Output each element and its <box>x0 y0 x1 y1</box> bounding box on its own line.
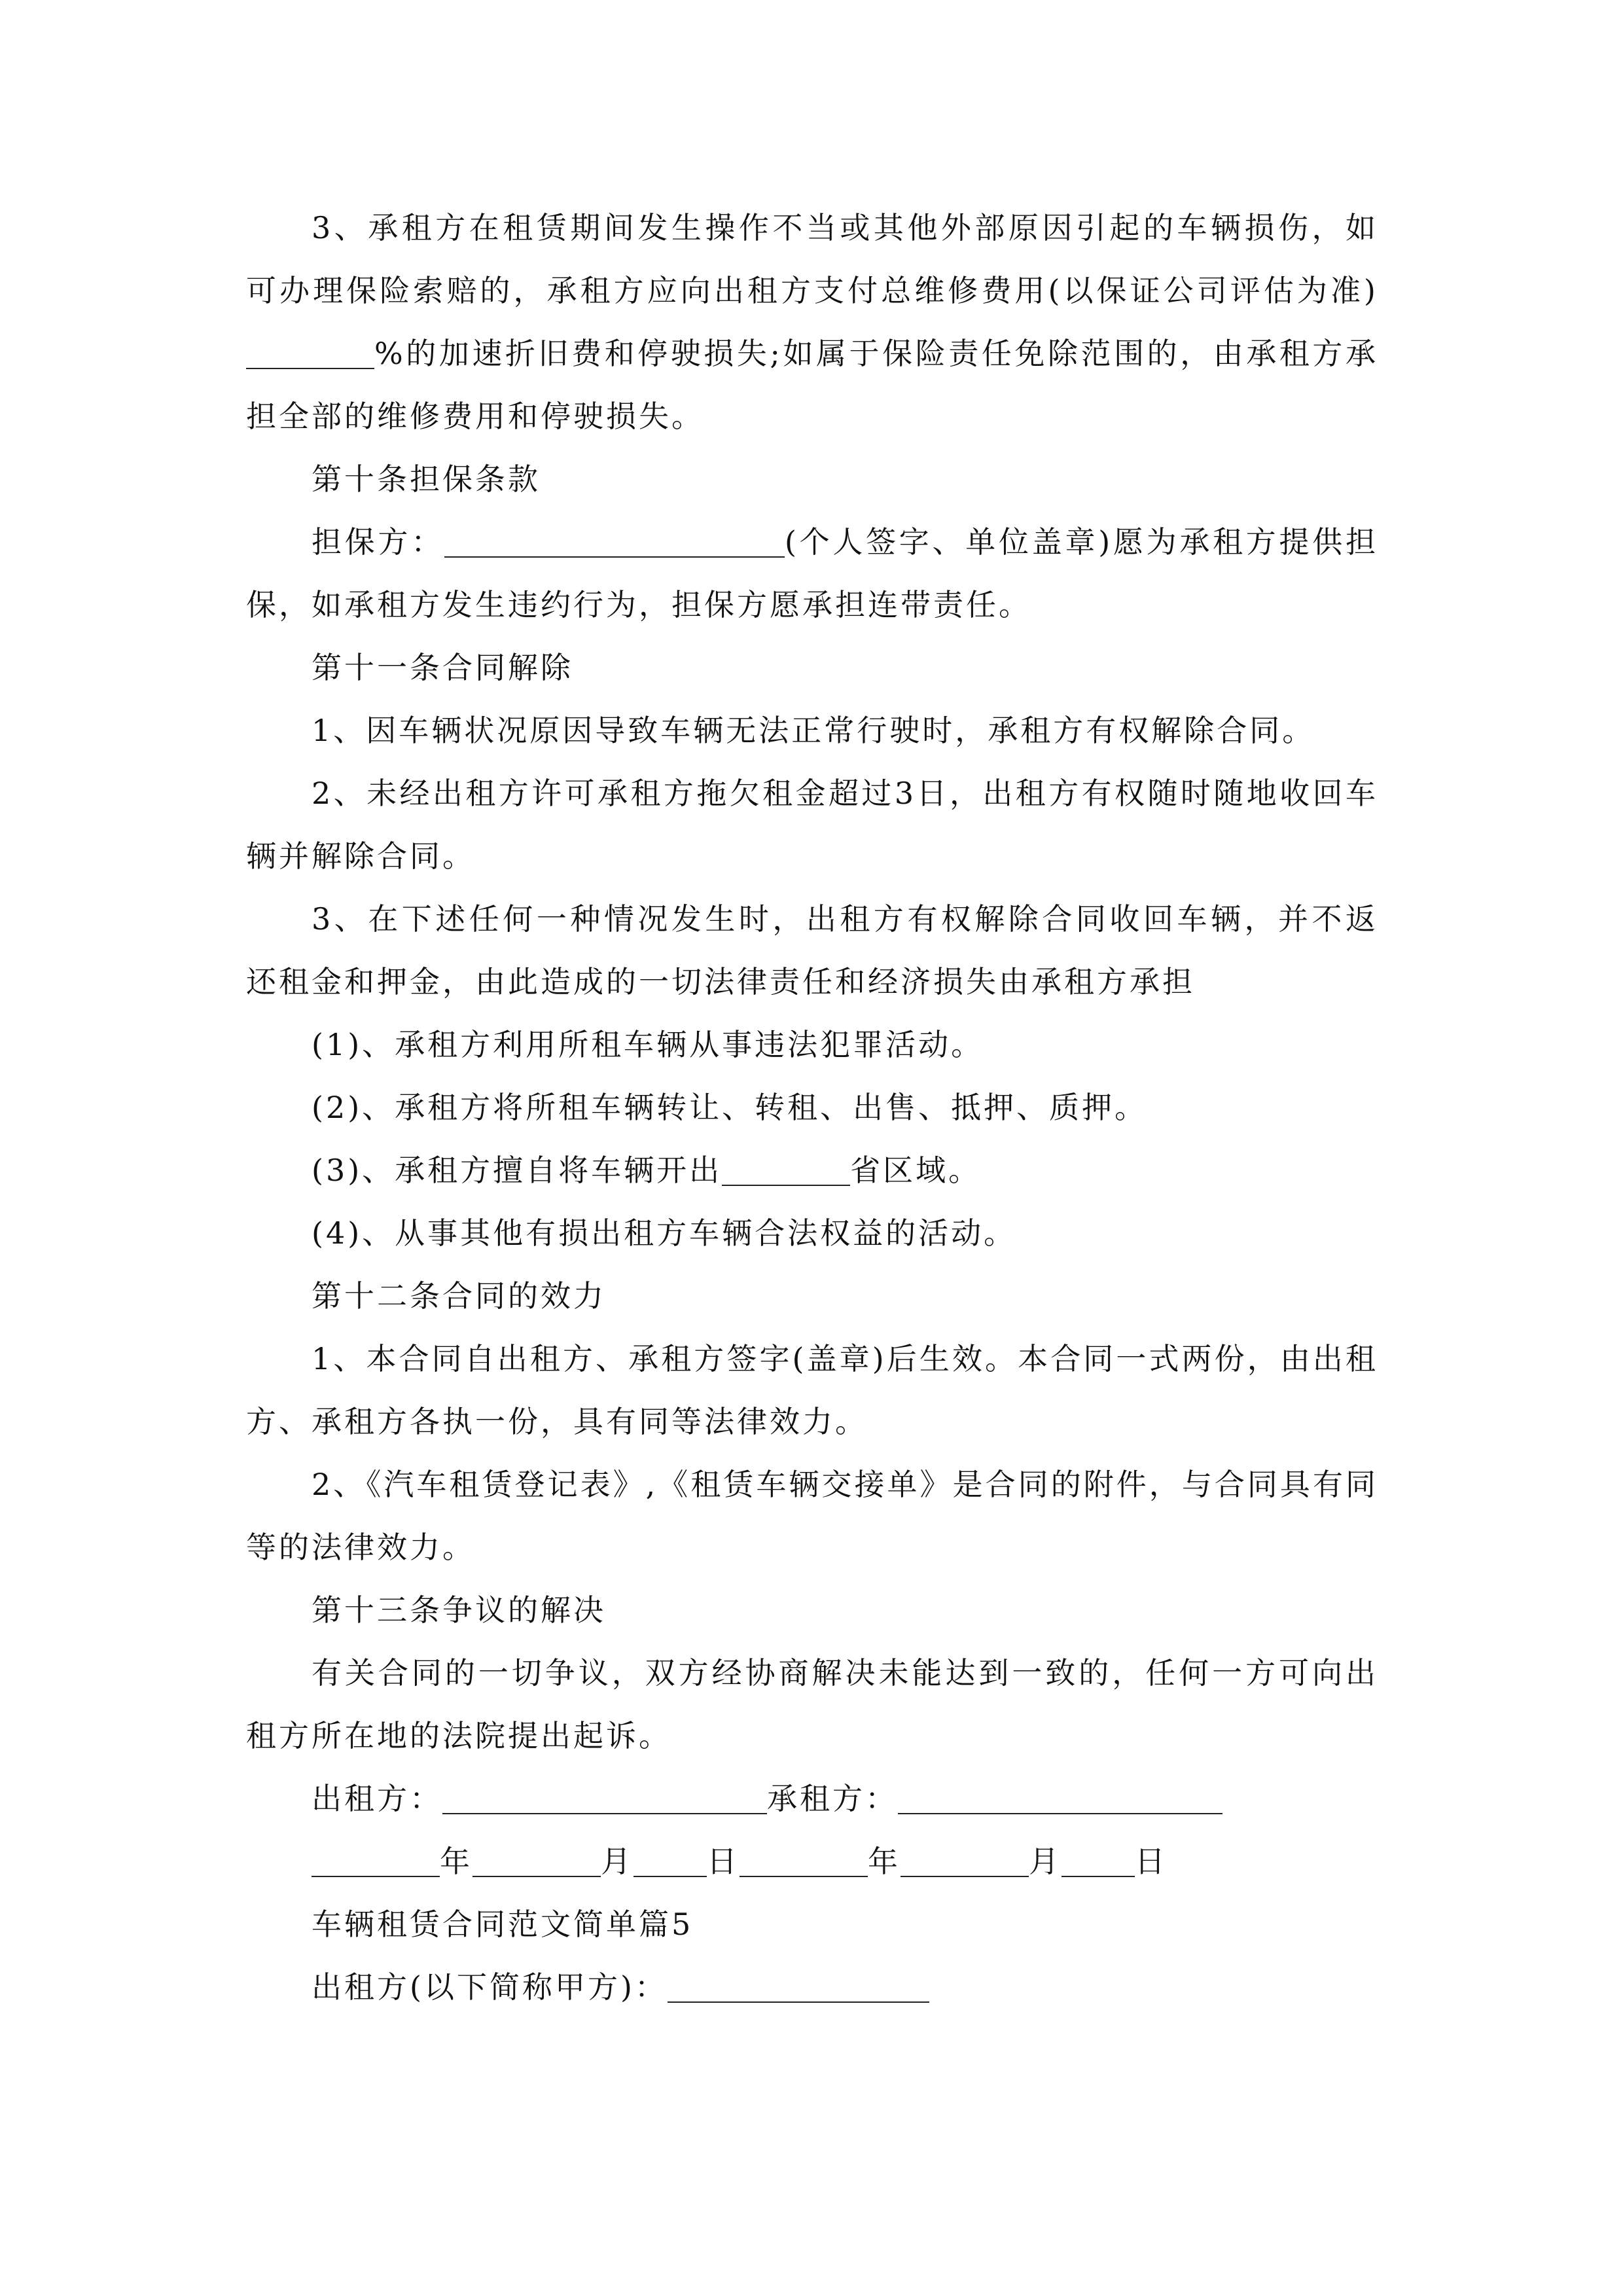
clause-13: 有关合同的一切争议，双方经协商解决未能达到一致的，任何一方可向出租方所在地的法院提出起诉。 <box>246 1655 1378 1753</box>
province-blank <box>722 1151 850 1186</box>
lessor-signature-blank <box>442 1779 767 1814</box>
clause-11-1: 1、因车辆状况原因导致车辆无法正常行驶时，承租方有权解除合同。 <box>312 713 1315 748</box>
clause-11-2: 2、未经出租方许可承租方拖欠租金超过3日，出租方有权随时随地收回车辆并解除合同。 <box>246 776 1378 874</box>
lessee-signature-blank <box>898 1779 1222 1814</box>
date-line: 年 月 日 年 月 日 <box>246 1830 1378 1893</box>
month-blank <box>901 1842 1029 1877</box>
document-body <box>246 196 1378 2018</box>
clause-paragraph-damage: 3、承租方在租赁期间发生操作不当或其他外部原因引起的车辆损伤，如可办理保险索赔的，承租方应向出租方支付总维修费用(以保证公司评估为准)%的加速折旧费和停驶损失;如属于保险责任免除范围的，由承租方承担全部的维修费用和停驶损失。 <box>246 210 1378 434</box>
section-heading-13: 第十三条争议的解决 <box>312 1592 606 1628</box>
section-heading-10: 第十条担保条款 <box>312 461 541 497</box>
clause-12-1: 1、本合同自出租方、承租方签字(盖章)后生效。本合同一式两份，由出租方、承租方各执一份，具有同等法律效力。 <box>246 1341 1378 1439</box>
guarantor-blank <box>444 522 785 558</box>
signature-line: 出租方： 承租方： <box>246 1767 1378 1830</box>
list-item-1: (1)、承租方利用所租车辆从事违法犯罪活动。 <box>312 1027 984 1062</box>
clause-12-2: 2、《汽车租赁登记表》,《租赁车辆交接单》是合同的附件，与合同具有同等的法律效力。 <box>246 1467 1378 1565</box>
lessor-line: 出租方(以下简称甲方)： <box>246 1956 1378 2018</box>
list-item-4: (4)、从事其他有损出租方车辆合法权益的活动。 <box>312 1215 1017 1251</box>
day-blank <box>633 1842 707 1877</box>
next-section-title: 车辆租赁合同范文简单篇5 <box>312 1907 694 1942</box>
day-blank <box>1061 1842 1135 1877</box>
section-heading-12: 第十二条合同的效力 <box>312 1278 606 1314</box>
year-blank <box>740 1842 868 1877</box>
guarantee-paragraph: 担保方： (个人签字、单位盖章)愿为承租方提供担保，如承租方发生违约行为，担保方愿承担连带责任。 <box>246 511 1378 636</box>
year-blank <box>312 1842 440 1877</box>
list-item-3: (3)、承租方擅自将车辆开出 省区域。 <box>246 1139 1378 1202</box>
clause-11-3: 3、在下述任何一种情况发生时，出租方有权解除合同收回车辆，并不返还租金和押金，由此造成的一切法律责任和经济损失由承租方承担 <box>246 901 1378 999</box>
list-item-2: (2)、承租方将所租车辆转让、转租、出售、抵押、质押。 <box>312 1090 1148 1125</box>
blank-field <box>246 334 374 369</box>
section-heading-11: 第十一条合同解除 <box>312 650 573 685</box>
party-a-blank <box>668 1967 929 2003</box>
month-blank <box>473 1842 601 1877</box>
